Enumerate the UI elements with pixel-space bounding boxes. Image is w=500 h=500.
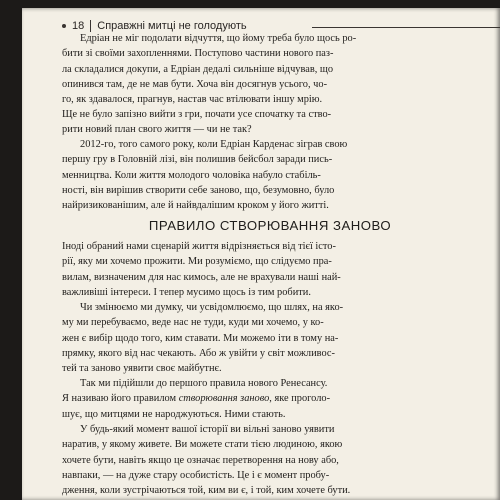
text-line: му ми перебуваємо, веде нас не туди, куди ми хочемо, у ко- [62,317,324,329]
text-line: вилам, визначеним для нас кимось, але не врахували наші най- [62,271,341,283]
section-heading: ПРАВИЛО СТВОРЮВАННЯ ЗАНОВО [148,217,392,233]
text-fragment: Я називаю його правилом [62,393,179,405]
text-line: ності, він вирішив створити себе заново, що, безумовно, було [62,184,335,196]
text-line: навпаки, — на дуже стару особистість. Це і є момент пробу- [62,469,330,481]
text-line: Так ми підійшли до першого правила нового Ренесансу. [80,378,328,390]
text-line: дження, коли зустрічаються той, ким ви є, і той, ким хочете бути. [62,484,351,496]
text-line: ла складалися докупи, а Едріан дедалі сильніше відчував, що [62,63,334,75]
text-line: бити зі своїми захопленнями. Поступово частини нового паз- [62,48,334,60]
text-line: Іноді обраний нами сценарій життя відрізняється від тієї істо- [62,241,336,253]
text-line: У будь-який момент вашої історії ви вільні заново уявити [80,424,335,436]
page-number: 18 [72,20,85,32]
text-fragment: , яке проголо- [269,393,331,405]
text-line: важливіші інтереси. І тепер мусимо щось із тим робити. [62,286,311,298]
text-line: 2012-го, того самого року, коли Едріан Карденас зіграв свою [80,139,348,151]
text-line: тей та заново уявити своє майбутнє. [62,362,222,374]
text-line: менництва. Коли життя молодого чоловіка набуло стабіль- [62,169,321,181]
text-line [62,391,478,406]
text-line: наратив, у якому живете. Ви можете стати тією людиною, якою [62,439,343,451]
text-line: хочете бути, навіть якщо це означає перетворення на нову або, [62,454,339,466]
text-line: першу гру в Головній лізі, він полишив бейсбол заради пись- [62,154,333,166]
text-line: Чи змінюємо ми думку, чи усвідомлюємо, що шлях, на яко- [80,302,344,314]
text-line: шує, що митцями не народжуються. Ними стають. [62,408,286,420]
emphasis-text: створювання заново [178,393,270,405]
book-page [22,8,500,500]
paragraph-1 [62,31,478,137]
text-line: прямку, якого від нас чекають. Або ж увійти у світ можливос- [62,347,335,359]
paragraph-2 [62,137,478,213]
text-line: Едріан не міг подолати відчуття, що йому треба було щось ро- [80,33,357,45]
text-line: найризикованішим, але й найвдалішим кроком у його житті. [62,200,329,212]
text-line: Ще не було запізно вийти з гри, почати усе спочатку та ство- [62,109,332,121]
paragraph-5 [62,376,478,422]
header-divider [90,20,91,32]
paragraph-6 [62,422,478,498]
running-header [62,20,247,32]
text-line: рії, яку ми хочемо прожити. Ми розуміємо, що слідуємо пра- [62,256,332,268]
paragraph-3 [62,239,478,300]
bullet-icon [62,24,66,28]
header-rule [312,27,500,28]
running-title: Справжні митці не голодують [97,20,247,32]
text-line: го, як здавалося, прагнув, настав час втілювати іншу мрію. [62,94,323,106]
text-line: опинився там, де не мав бути. Хоча він досягнув усього, чо- [62,78,328,90]
text-line: жен є вибір щодо того, ким ставати. Ми можемо іти в тому на- [62,332,339,344]
paragraph-4 [62,300,478,376]
text-line: рити новий план свого життя — чи не так? [62,124,252,136]
